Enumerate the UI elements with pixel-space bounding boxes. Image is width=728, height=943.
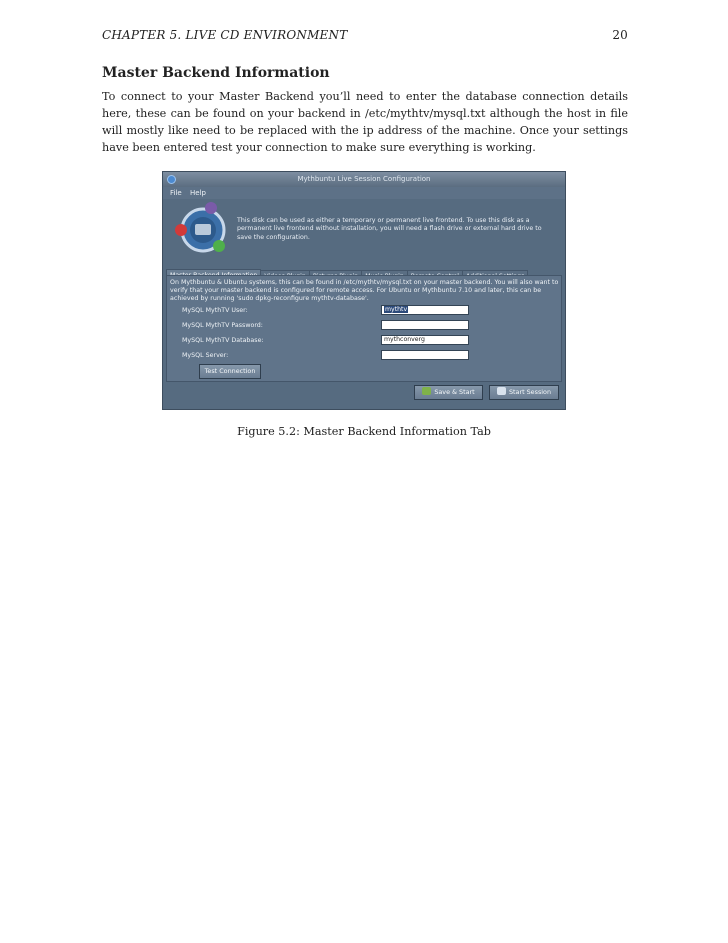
mythbuntu-logo-icon xyxy=(173,200,233,256)
intro-text: This disk can be used as either a temporary or permanent live frontend. To use this disk as a permanent live frontend without installation, you will need a flash drive or external hard drive to save the configuration. xyxy=(237,217,542,241)
mysql-user-value: mythtv xyxy=(385,306,408,313)
figure-caption: Figure 5.2: Master Backend Information Tab xyxy=(237,425,491,438)
menu-bar xyxy=(163,187,565,199)
test-connection-button[interactable]: Test Connection xyxy=(199,364,261,379)
section-title: Master Backend Information xyxy=(102,65,330,81)
running-header xyxy=(102,28,628,42)
mysql-server-label: MySQL Server: xyxy=(182,352,229,359)
page-number: 20 xyxy=(612,28,628,42)
mysql-user-input[interactable] xyxy=(381,305,469,315)
start-session-button[interactable] xyxy=(489,385,559,400)
mysql-password-input[interactable] xyxy=(381,320,469,330)
window-title: Mythbuntu Live Session Configuration xyxy=(297,175,431,183)
mysql-user-label: MySQL MythTV User: xyxy=(182,307,248,314)
figure-screenshot xyxy=(162,171,566,410)
panel-description: On Mythbuntu & Ubuntu systems, this can be found in /etc/mythtv/mysql.txt on your master backend. You will also want to verify that your master backend is configured for remote access. For Ubuntu or Mythbuntu 7.10 and later, this can be achieved by running 'sudo dpkg-reconfigure mythtv-database'. xyxy=(170,279,559,303)
save-start-button[interactable] xyxy=(414,385,483,400)
start-session-icon xyxy=(497,387,506,395)
mysql-database-label: MySQL MythTV Database: xyxy=(182,337,264,344)
body-paragraph: To connect to your Master Backend you’ll need to enter the database connection details here, these can be found on your backend in /etc/mythtv/mysql.txt although the host in file will mostly like need to be replaced with the ip address of the machine. Once your settings have been entered test your connection to make sure everything is working. xyxy=(102,90,628,154)
mysql-server-input[interactable] xyxy=(381,350,469,360)
save-start-label: Save & Start xyxy=(434,388,475,396)
menu-file[interactable]: File xyxy=(170,189,182,197)
tab-strip xyxy=(166,263,527,275)
mysql-password-label: MySQL MythTV Password: xyxy=(182,322,263,329)
window-titlebar[interactable] xyxy=(163,172,565,187)
chapter-title: CHAPTER 5. LIVE CD ENVIRONMENT xyxy=(102,28,348,42)
app-icon xyxy=(167,175,176,184)
menu-help[interactable]: Help xyxy=(189,189,206,197)
mysql-database-input[interactable]: mythconverg xyxy=(381,335,469,345)
start-session-label: Start Session xyxy=(508,388,552,396)
save-icon xyxy=(422,387,431,395)
tab-panel xyxy=(166,275,562,382)
